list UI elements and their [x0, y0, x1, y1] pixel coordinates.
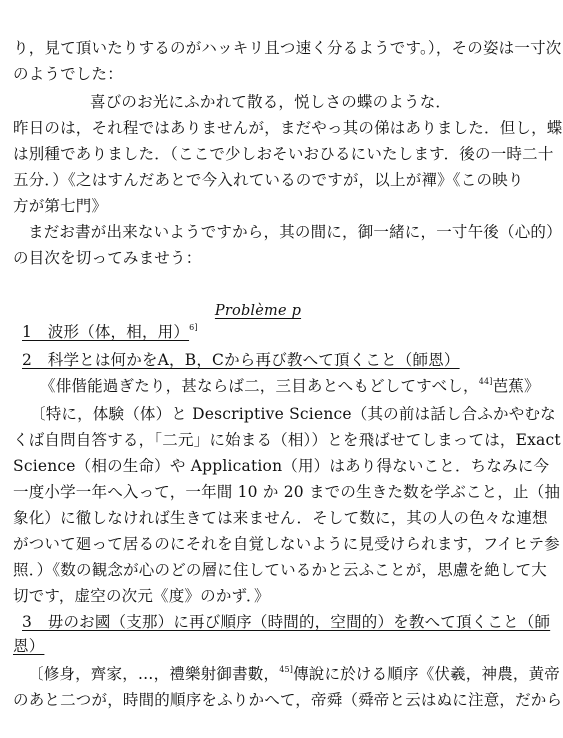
text-line-1: り，見て頂いたりするのがハッキリ且つ速く分るようです。），その姿は一寸次	[13, 39, 562, 57]
text-line-14: 〔特に，体験（体）と Descriptive Science（其の前は話し合ふかやむな	[30, 405, 556, 423]
text-line-24-end: 傳說に於ける順序《伏羲，神農，黄帝	[293, 665, 561, 683]
text-line-24-start: 〔修身，齊家，…，禮樂射御書數，	[28, 665, 280, 683]
item-2-text: 2 科学とは何かをA，B，Cから再び教へて頂くこと（師恩）	[22, 351, 460, 369]
text-line-15: くば自問自答する，「二元」に始まる（相））とを飛ばせてしまっては，Exact	[13, 431, 561, 449]
footnote-ref-6: 6]	[189, 323, 198, 332]
text-line-17: 一度小学一年へ入って，一年間 10 か 20 までの生きた数を学ぶこと，止（抽	[13, 483, 561, 501]
text-line-6: 五分．）《之はすんだあとで今入れているのですが，以上が襌》《この映り	[13, 171, 524, 189]
poem-line: 喜びのお光にふかれて散る，悦しさの蝶のような．	[90, 93, 452, 111]
item-3-cont-text: 恩）	[13, 637, 45, 655]
text-line-19: がついて廻って居るのにそれを自覚しないように見受けられます，フイヒテ参	[13, 535, 560, 553]
text-line-16: Science（相の生命）や Application（用）はあり得ないこと．ちなみに今	[13, 457, 550, 475]
text-line-7: 方が第七門》	[13, 197, 108, 215]
footnote-ref-44: 44]	[478, 377, 493, 386]
item-1-text: 1 波形（体，相，用）	[22, 323, 190, 341]
text-line-21: 切です，虚空の次元《度》のかず．》	[13, 587, 270, 605]
footnote-ref-45: 45]	[279, 665, 294, 674]
basho-quote	[40, 376, 540, 399]
item-3	[22, 612, 551, 632]
text-line-4: 昨日のは，それ程ではありませんが，まだやっ其の俤はありました．但し，蝶	[13, 119, 563, 137]
text-line-20: 照．）《数の観念が心のどの層に住しているかと云ふことが，思慮を絶して大	[13, 561, 548, 579]
text-line-25: のあと二つが，時間的順序をふりかへて，帝舜（舜帝と云はぬに注意，だから	[13, 691, 563, 709]
basho-quote-text: 《俳偕能過ぎたり，甚ならば二，三目あとへもどしてすべし，	[40, 377, 479, 395]
item-1	[22, 322, 506, 345]
basho-quote-end: 芭蕉》	[492, 377, 540, 395]
text-line-8: まだお書が出来ないようですから，其の間に，御一緒に，一寸午後（心的）	[28, 223, 562, 241]
section-title-text: Problème p	[214, 303, 302, 319]
text-line-5: は別種でありました．（ここで少しおそいおひるにいたします．後の一時二十	[13, 145, 554, 163]
item-2	[22, 350, 506, 370]
item-3-cont	[13, 636, 506, 656]
item-3-text: 3 毋のお國（支那）に再び順序（時間的，空間的）を教へて頂くこと（師	[22, 613, 551, 631]
text-line-2: のようでした：	[13, 65, 123, 83]
text-line-9: の目次を切ってみませう：	[13, 249, 202, 267]
text-line-24	[28, 664, 561, 687]
section-title	[0, 300, 516, 321]
text-line-18: 象化）に徹しなければ生きては来ません．そして数に，其の人の色々な連想	[13, 509, 548, 527]
